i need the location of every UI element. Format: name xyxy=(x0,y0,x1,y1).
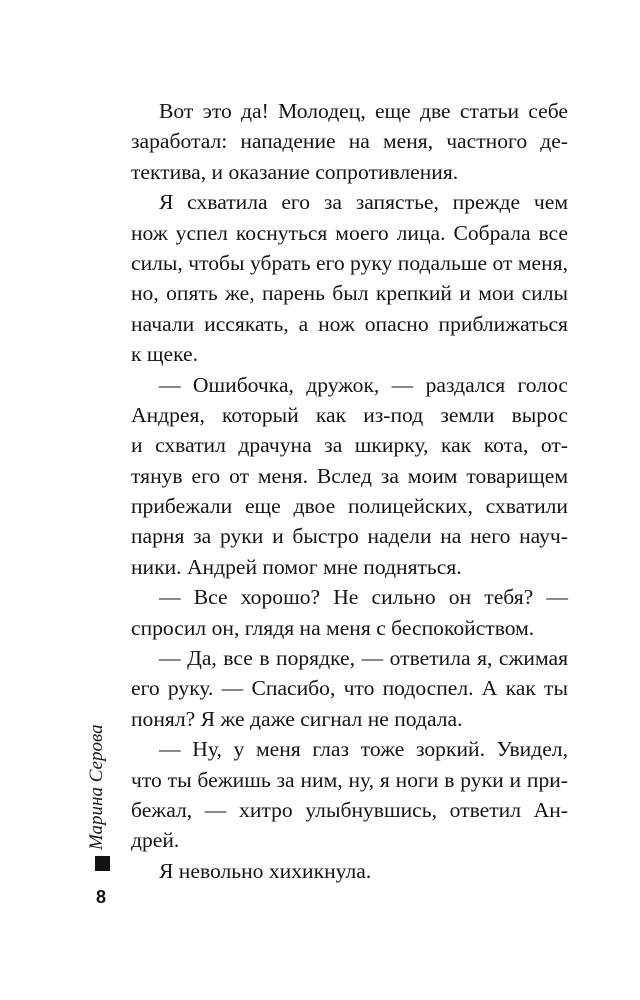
text-line: нож успел коснуться моего лица. Собрала все xyxy=(131,220,568,245)
text-line: но, опять же, парень был крепкий и мои силы xyxy=(131,281,568,306)
text-line: прибежали еще двое полицейских, схватили xyxy=(131,494,568,519)
text-line: Андрея, который как из-под земли вырос xyxy=(131,402,568,427)
text-line: парня за руки и быстро надели на него науч- xyxy=(131,524,568,549)
text-line: понял? Я же даже сигнал не подала. xyxy=(131,706,463,731)
text-line: его руку. — Спасибо, что подоспел. А как ты xyxy=(131,676,568,701)
running-header-author: Марина Серова xyxy=(86,724,107,850)
text-line: к щеке. xyxy=(131,342,199,367)
text-line: ники. Андрей помог мне подняться. xyxy=(131,554,462,579)
text-line: начали иссякать, а нож опасно приближаться xyxy=(131,311,568,336)
text-line: — Да, все в порядке, — ответила я, сжимая xyxy=(159,646,568,671)
text-line: спросил он, глядя на меня с беспокойством. xyxy=(131,615,535,640)
page-number: 8 xyxy=(96,887,107,907)
text-line: бежал, — хитро улыбнувшись, ответил Ан- xyxy=(131,797,568,822)
text-line: Я невольно хихикнула. xyxy=(159,858,372,883)
text-line: силы, чтобы убрать его руку подальше от меня, xyxy=(131,250,568,275)
text-line: Я схватила его за запястье, прежде чем xyxy=(159,190,568,215)
page-marker-square xyxy=(95,856,110,871)
text-line: — Ошибочка, дружок, — раздался голос xyxy=(159,372,568,397)
text-line: заработал: нападение на меня, частного де- xyxy=(131,129,568,154)
text-line: тектива, и оказание сопротивления. xyxy=(131,159,459,184)
text-line: дрей. xyxy=(131,828,180,853)
text-line: и схватил драчуна за шкирку, как кота, от- xyxy=(131,433,568,458)
text-line: что ты бежишь за ним, ну, я ноги в руки и при- xyxy=(131,767,568,792)
text-line: — Ну, у меня глаз тоже зоркий. Увидел, xyxy=(159,737,568,762)
text-line: — Все хорошо? Не сильно он тебя? — xyxy=(159,585,568,610)
body-text xyxy=(131,96,568,886)
text-line: Вот это да! Молодец, еще две статьи себе xyxy=(159,99,568,123)
text-line: тянув его от меня. Вслед за моим товарищем xyxy=(131,463,568,488)
